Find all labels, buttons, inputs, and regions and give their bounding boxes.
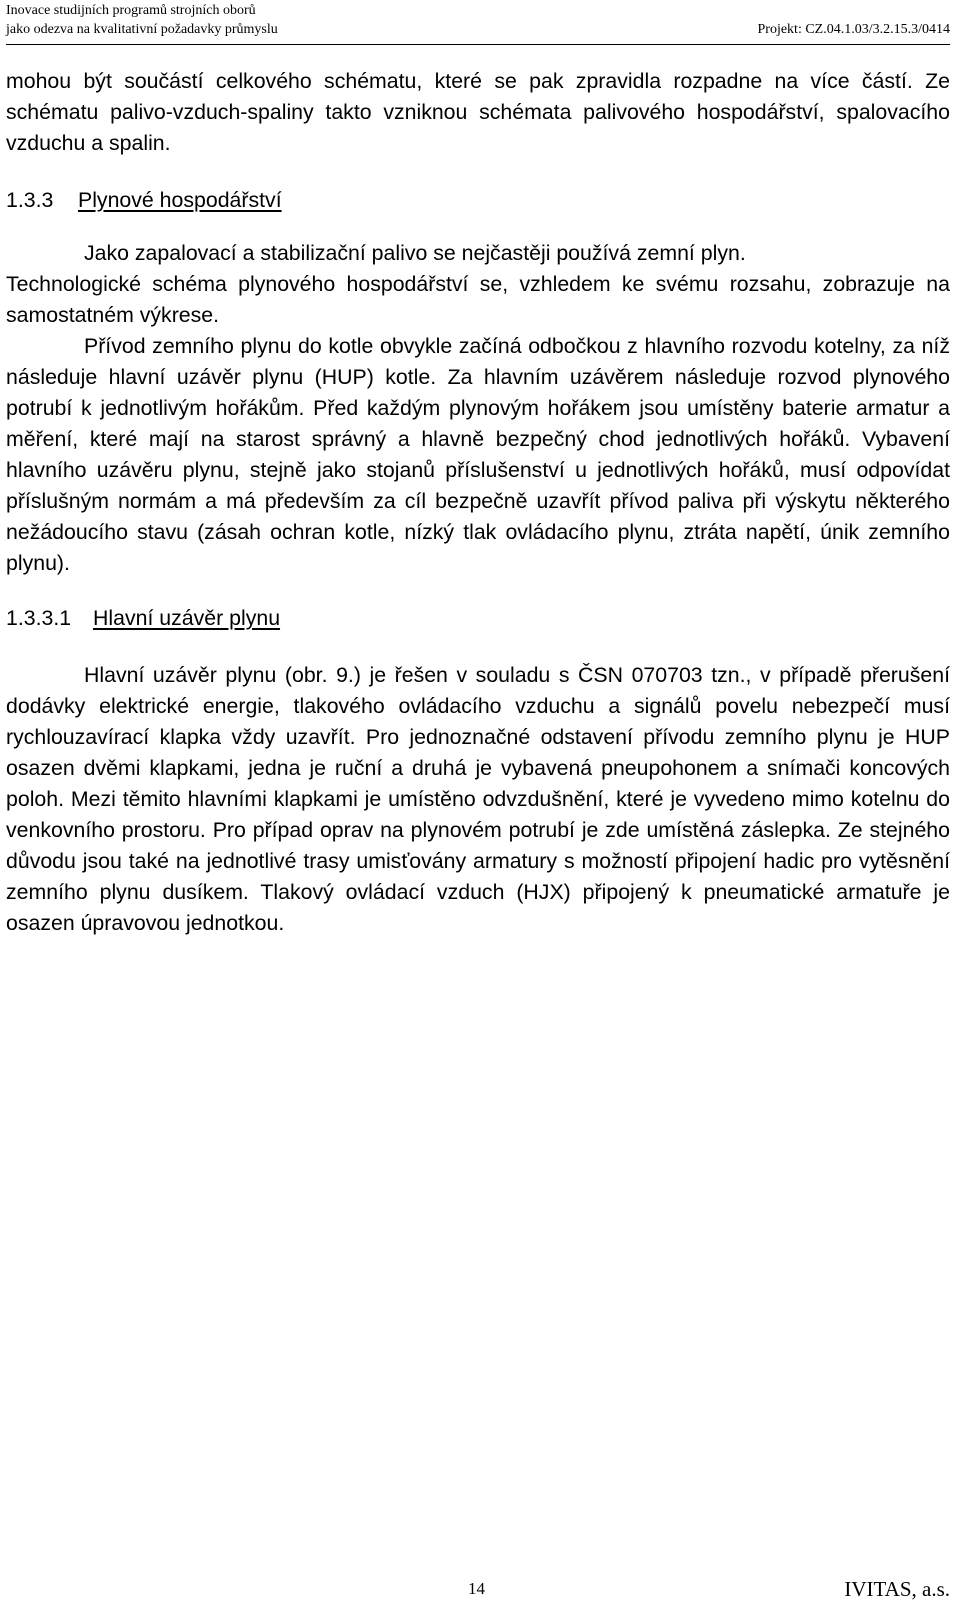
page-header [6,0,950,45]
section-number: 1.3.3 [6,188,54,212]
paragraph-fuel: Jako zapalovací a stabilizační palivo se nejčastěji používá zemní plyn. [84,241,746,265]
header-program-title [6,1,278,39]
header-line-1: Inovace studijních programů strojních oborů [6,3,256,18]
paragraph-intro: mohou být součástí celkového schématu, které se pak zpravidla rozpadne na více částí. Ze schématu palivo-vzduch-spaliny takto vzniknou schémata palivového hospodářství, spalovacího vzduchu a spalin. [6,69,950,155]
paragraph-gas-supply: Přívod zemního plynu do kotle obvykle začíná odbočkou z hlavního rozvodu kotelny, za níž následuje hlavní uzávěr plynu (HUP) kotle. Za hlavním uzávěrem následuje rozvod plynového potrubí k jednotlivým hořákům. Před každým plynovým hořákem jsou umístěny baterie armatur a měření, které mají na starost správný a hlavně bezpečný chod jednotlivých hořáků. Vybavení hlavního uzávěru plynu, stejně jako stojanů příslušenství u jednotlivých hořáků, musí odpovídat příslušným normám a má především za cíl bezpečně uzavřít přívod paliva při výskytu některého nežádoucího stavu (zásah ochran kotle, nízký tlak ovládacího plynu, ztráta napětí, únik zemního plynu). [6,334,950,575]
paragraph-scheme: Technologické schéma plynového hospodářství se, vzhledem ke svému rozsahu, zobrazuje na samostatném výkrese. [6,272,950,327]
header-project-code: Projekt: CZ.04.1.03/3.2.15.3/0414 [757,22,950,37]
document-body [6,66,950,939]
header-line-2: jako odezva na kvalitativní požadavky průmyslu [6,22,278,37]
paragraph-main-valve: Hlavní uzávěr plynu (obr. 9.) je řešen v souladu s ČSN 070703 tzn., v případě přerušení dodávky elektrické energie, tlakového ovládacího vzduchu a signálů povelu nebezpečí musí rychlouzavírací klapka vždy uzavřít. Pro jednoznačné odstavení přívodu zemního plynu je HUP osazen dvěmi klapkami, jedna je ruční a druhá je vybavená pneupohonem a snímači koncových poloh. Mezi těmito hlavními klapkami je umístěno odvzdušnění, které je vyvedeno mimo kotelnu do venkovního prostoru. Pro případ oprav na plynovém potrubí je zde umístěná záslepka. Ze stejného důvodu jsou také na jednotlivé trasy umisťovány armatury s možností připojení hadic pro vytěsnění zemního plynu dusíkem. Tlakový ovládací vzduch (HJX) připojený k pneumatické armatuře je osazen úpravovou jednotkou. [6,663,950,935]
subsection-title: Hlavní uzávěr plynu [93,606,281,630]
footer-company: IVITAS, a.s. [844,1577,950,1601]
subsection-number: 1.3.3.1 [6,606,72,630]
section-heading [6,185,950,216]
page-number: 14 [468,1579,485,1598]
subsection-heading [6,603,950,634]
section-title: Plynové hospodářství [78,188,282,212]
page-footer [0,1577,960,1607]
